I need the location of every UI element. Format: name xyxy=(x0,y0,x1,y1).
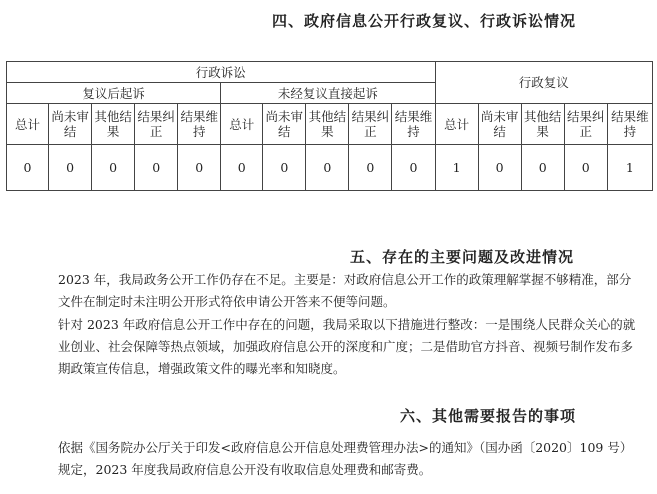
table-cell: 0 xyxy=(92,145,135,191)
col-header: 其他结果 xyxy=(306,104,349,145)
table-cell: 0 xyxy=(7,145,49,191)
col-header: 尚未审结 xyxy=(478,104,521,145)
col-header: 结果纠正 xyxy=(135,104,178,145)
header-litigation: 行政诉讼 xyxy=(7,62,436,83)
table-cell: 0 xyxy=(221,145,263,191)
section4-title: 四、政府信息公开行政复议、行政诉讼情况 xyxy=(272,12,577,30)
section6-title: 六、其他需要报告的事项 xyxy=(400,407,577,425)
col-header: 总计 xyxy=(221,104,263,145)
header-direct: 未经复议直接起诉 xyxy=(221,83,435,104)
col-header: 结果维持 xyxy=(178,104,221,145)
col-header: 总计 xyxy=(435,104,478,145)
section5-paragraph-1: 2023 年，我局政务公开工作仍存在不足。主要是：对政府信息公开工作的政策理解掌握不够精准，部分文件在制定时未注明公开形式符依申请公开答来不便等问题。 xyxy=(58,272,632,309)
table-cell: 0 xyxy=(478,145,521,191)
table-cell: 1 xyxy=(607,145,652,191)
col-header: 尚未审结 xyxy=(263,104,306,145)
col-header: 结果维持 xyxy=(392,104,435,145)
col-header: 其他结果 xyxy=(521,104,564,145)
table-cell: 0 xyxy=(49,145,92,191)
section5-paragraph-2: 针对 2023 年政府信息公开工作中存在的问题，我局采取以下措施进行整改：一是围绕人民群众关心的就业创业、社会保障等热点领域，加强政府信息公开的深度和广度；二是借助官方抖音、视频号制作发布多期政策宣传信息，增强政策文件的曝光率和知晓度。 xyxy=(58,317,636,376)
table-cell: 0 xyxy=(349,145,392,191)
col-header: 尚未审结 xyxy=(49,104,92,145)
col-header: 总计 xyxy=(7,104,49,145)
table-cell: 0 xyxy=(306,145,349,191)
table-cell: 0 xyxy=(392,145,435,191)
table-cell: 0 xyxy=(521,145,564,191)
col-header: 其他结果 xyxy=(92,104,135,145)
col-header: 结果纠正 xyxy=(349,104,392,145)
review-litigation-table xyxy=(6,61,653,191)
header-review: 行政复议 xyxy=(435,62,652,104)
section6-paragraph-1: 依据《国务院办公厅关于印发<政府信息公开信息处理费管理办法>的通知》（国办函〔2020〕109 号）规定，2023 年度我局政府信息公开没有收取信息处理费和邮寄费。 xyxy=(58,440,633,477)
table-cell: 0 xyxy=(564,145,607,191)
section5-title: 五、存在的主要问题及改进情况 xyxy=(350,248,575,266)
table-cell: 0 xyxy=(135,145,178,191)
header-after-review: 复议后起诉 xyxy=(7,83,221,104)
col-header: 结果纠正 xyxy=(564,104,607,145)
col-header: 结果维持 xyxy=(607,104,652,145)
table-cell: 0 xyxy=(178,145,221,191)
table-cell: 0 xyxy=(263,145,306,191)
table-cell: 1 xyxy=(435,145,478,191)
